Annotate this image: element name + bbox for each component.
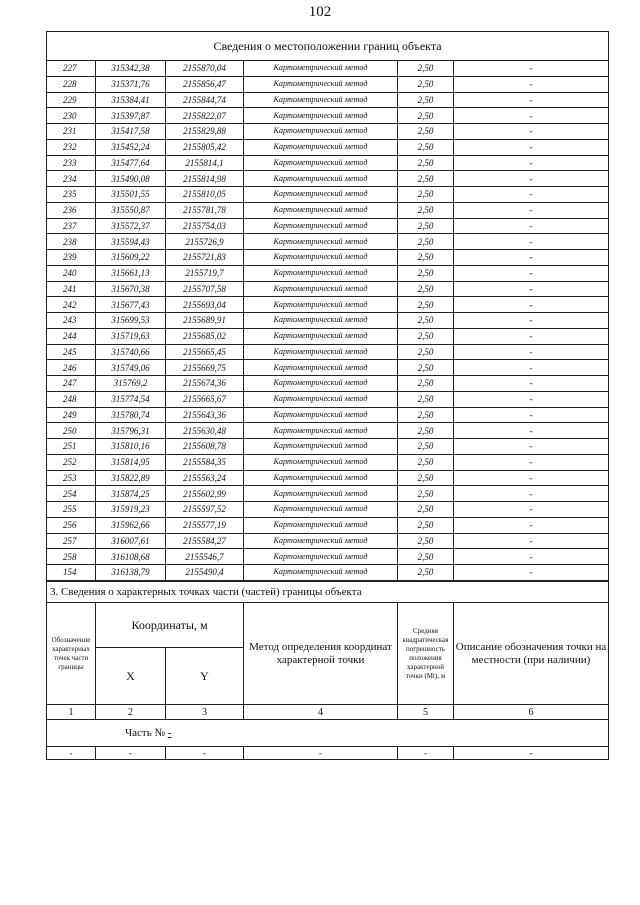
coordinate-y: 2155810,05 [166,187,244,203]
point-number: 237 [47,218,96,234]
table-row [47,313,609,329]
accuracy-cell: 2,50 [398,108,454,124]
method-cell: Картометрический метод [244,187,398,203]
method-cell: Картометрический метод [244,439,398,455]
point-number: 248 [47,391,96,407]
accuracy-cell: 2,50 [398,533,454,549]
coordinate-y: 2155546,7 [166,549,244,565]
point-number: 227 [47,61,96,77]
header-x: X [96,648,166,705]
coordinate-y: 2155685,02 [166,328,244,344]
coordinate-x: 315874,25 [96,486,166,502]
table-row [47,454,609,470]
dash-cell: - [166,747,244,760]
table-row [47,234,609,250]
accuracy-cell: 2,50 [398,265,454,281]
coordinate-x: 315661,13 [96,265,166,281]
point-number: 247 [47,376,96,392]
method-cell: Картометрический метод [244,202,398,218]
column-number: 5 [398,705,454,720]
table-row [47,171,609,187]
page-number: 102 [308,4,332,20]
method-cell: Картометрический метод [244,76,398,92]
method-cell: Картометрический метод [244,470,398,486]
point-number: 238 [47,234,96,250]
coordinate-x: 315670,38 [96,281,166,297]
column-number: 3 [166,705,244,720]
description-cell: - [454,313,609,329]
accuracy-cell: 2,50 [398,202,454,218]
method-cell: Картометрический метод [244,297,398,313]
table-row [47,202,609,218]
coordinate-x: 315774,54 [96,391,166,407]
point-number: 230 [47,108,96,124]
method-cell: Картометрический метод [244,265,398,281]
coordinate-x: 315919,23 [96,502,166,518]
coordinate-x: 315749,06 [96,360,166,376]
coordinate-x: 315397,87 [96,108,166,124]
description-cell: - [454,171,609,187]
description-cell: - [454,61,609,77]
table-row [47,297,609,313]
point-number: 252 [47,454,96,470]
coordinate-x: 315371,76 [96,76,166,92]
coordinate-x: 315740,66 [96,344,166,360]
coordinate-y: 2155563,24 [166,470,244,486]
point-number: 245 [47,344,96,360]
accuracy-cell: 2,50 [398,92,454,108]
table-row [47,565,609,581]
description-cell: - [454,565,609,581]
coordinate-x: 315699,53 [96,313,166,329]
coordinate-y: 2155754,03 [166,218,244,234]
coordinate-y: 2155719,7 [166,265,244,281]
table-row [47,250,609,266]
part-label: Часть № [125,727,168,739]
description-cell: - [454,549,609,565]
table-row [47,61,609,77]
accuracy-cell: 2,50 [398,423,454,439]
coordinate-x: 315962,66 [96,517,166,533]
description-cell: - [454,250,609,266]
description-cell: - [454,202,609,218]
coordinate-y: 2155490,4 [166,565,244,581]
method-cell: Картометрический метод [244,92,398,108]
method-cell: Картометрический метод [244,250,398,266]
dash-cell: - [454,747,609,760]
table-row [47,439,609,455]
dash-cell: - [47,747,96,760]
accuracy-cell: 2,50 [398,376,454,392]
description-cell: - [454,265,609,281]
accuracy-cell: 2,50 [398,502,454,518]
accuracy-cell: 2,50 [398,328,454,344]
description-cell: - [454,454,609,470]
accuracy-cell: 2,50 [398,549,454,565]
coordinate-y: 2155781,78 [166,202,244,218]
column-number: 2 [96,705,166,720]
point-number: 234 [47,171,96,187]
description-cell: - [454,391,609,407]
point-number: 244 [47,328,96,344]
description-cell: - [454,328,609,344]
coordinate-x: 315490,08 [96,171,166,187]
accuracy-cell: 2,50 [398,234,454,250]
method-cell: Картометрический метод [244,344,398,360]
point-number: 243 [47,313,96,329]
coordinate-y: 2155721,83 [166,250,244,266]
coordinate-y: 2155693,04 [166,297,244,313]
coordinate-x: 316138,79 [96,565,166,581]
method-cell: Картометрический метод [244,517,398,533]
point-number: 233 [47,155,96,171]
table-row [47,187,609,203]
table-row [47,391,609,407]
table-row [47,108,609,124]
point-number: 236 [47,202,96,218]
coordinate-y: 2155726,9 [166,234,244,250]
coordinate-y: 2155822,07 [166,108,244,124]
table-row [47,281,609,297]
coordinate-y: 2155856,47 [166,76,244,92]
point-number: 257 [47,533,96,549]
coordinate-y: 2155669,75 [166,360,244,376]
description-cell: - [454,218,609,234]
accuracy-cell: 2,50 [398,61,454,77]
method-cell: Картометрический метод [244,454,398,470]
table-row [47,407,609,423]
description-cell: - [454,376,609,392]
accuracy-cell: 2,50 [398,391,454,407]
dash-cell: - [398,747,454,760]
method-cell: Картометрический метод [244,171,398,187]
part-row [47,720,609,747]
description-cell: - [454,423,609,439]
method-cell: Картометрический метод [244,234,398,250]
column-number: 4 [244,705,398,720]
table-row [47,92,609,108]
coordinate-y: 2155689,91 [166,313,244,329]
coordinate-y: 2155844,74 [166,92,244,108]
table-row [47,155,609,171]
coordinate-x: 316007,61 [96,533,166,549]
accuracy-cell: 2,50 [398,407,454,423]
description-cell: - [454,344,609,360]
method-cell: Картометрический метод [244,565,398,581]
accuracy-cell: 2,50 [398,281,454,297]
point-number: 235 [47,187,96,203]
coordinate-x: 315780,74 [96,407,166,423]
header-description: Описание обозначения точки на местности (при наличии) [454,603,609,705]
coordinate-x: 315572,37 [96,218,166,234]
point-number: 251 [47,439,96,455]
description-cell: - [454,139,609,155]
coordinate-y: 2155829,88 [166,124,244,140]
method-cell: Картометрический метод [244,486,398,502]
coordinate-y: 2155584,27 [166,533,244,549]
accuracy-cell: 2,50 [398,486,454,502]
accuracy-cell: 2,50 [398,171,454,187]
table-row [47,549,609,565]
method-cell: Картометрический метод [244,549,398,565]
method-cell: Картометрический метод [244,139,398,155]
accuracy-cell: 2,50 [398,470,454,486]
accuracy-cell: 2,50 [398,565,454,581]
table-row [47,423,609,439]
point-number: 242 [47,297,96,313]
coordinate-x: 315677,43 [96,297,166,313]
coordinate-y: 2155584,35 [166,454,244,470]
description-cell: - [454,470,609,486]
description-cell: - [454,439,609,455]
table-row [47,139,609,155]
accuracy-cell: 2,50 [398,124,454,140]
accuracy-cell: 2,50 [398,297,454,313]
description-cell: - [454,517,609,533]
coordinate-x: 315769,2 [96,376,166,392]
header-method: Метод определения координат характерной точки [244,603,398,705]
method-cell: Картометрический метод [244,502,398,518]
table-row [47,502,609,518]
header-designation: Обозначение характерных точек части границы [47,603,96,705]
accuracy-cell: 2,50 [398,454,454,470]
description-cell: - [454,234,609,250]
table-title: Сведения о местоположении границ объекта [47,32,609,61]
accuracy-cell: 2,50 [398,155,454,171]
point-number: 228 [47,76,96,92]
coordinate-y: 2155707,58 [166,281,244,297]
coordinate-x: 315814,95 [96,454,166,470]
point-number: 258 [47,549,96,565]
coordinate-x: 315822,89 [96,470,166,486]
point-number: 232 [47,139,96,155]
coordinate-y: 2155665,67 [166,391,244,407]
table-row [47,376,609,392]
coordinate-x: 315550,87 [96,202,166,218]
accuracy-cell: 2,50 [398,360,454,376]
dash-cell: - [96,747,166,760]
table-row [47,470,609,486]
description-cell: - [454,92,609,108]
table-row [47,360,609,376]
coordinate-x: 315477,64 [96,155,166,171]
column-number: 1 [47,705,96,720]
description-cell: - [454,281,609,297]
method-cell: Картометрический метод [244,108,398,124]
coordinate-x: 315384,41 [96,92,166,108]
method-cell: Картометрический метод [244,391,398,407]
accuracy-cell: 2,50 [398,439,454,455]
method-cell: Картометрический метод [244,376,398,392]
coordinate-y: 2155814,1 [166,155,244,171]
coordinate-y: 2155608,78 [166,439,244,455]
coordinate-x: 315452,24 [96,139,166,155]
point-number: 253 [47,470,96,486]
accuracy-cell: 2,50 [398,139,454,155]
description-cell: - [454,502,609,518]
description-cell: - [454,124,609,140]
method-cell: Картометрический метод [244,328,398,344]
table-row [47,76,609,92]
accuracy-cell: 2,50 [398,218,454,234]
accuracy-cell: 2,50 [398,187,454,203]
point-number: 256 [47,517,96,533]
method-cell: Картометрический метод [244,533,398,549]
point-number: 249 [47,407,96,423]
point-number: 229 [47,92,96,108]
description-cell: - [454,76,609,92]
table-row [47,265,609,281]
method-cell: Картометрический метод [244,61,398,77]
accuracy-cell: 2,50 [398,250,454,266]
coordinate-x: 315342,38 [96,61,166,77]
accuracy-cell: 2,50 [398,313,454,329]
column-number: 6 [454,705,609,720]
coordinate-y: 2155577,19 [166,517,244,533]
point-number: 240 [47,265,96,281]
coordinate-y: 2155643,36 [166,407,244,423]
table-row [47,218,609,234]
point-number: 246 [47,360,96,376]
description-cell: - [454,187,609,203]
method-cell: Картометрический метод [244,423,398,439]
method-cell: Картометрический метод [244,124,398,140]
coordinate-x: 315719,63 [96,328,166,344]
accuracy-cell: 2,50 [398,76,454,92]
boundary-coordinates-table [46,31,609,581]
table-row [47,328,609,344]
coordinate-y: 2155805,42 [166,139,244,155]
table-row [47,533,609,549]
coordinate-x: 315810,16 [96,439,166,455]
table-row [47,517,609,533]
coordinate-y: 2155665,45 [166,344,244,360]
description-cell: - [454,297,609,313]
table-row [47,486,609,502]
description-cell: - [454,108,609,124]
point-number: 250 [47,423,96,439]
point-number: 241 [47,281,96,297]
point-number: 255 [47,502,96,518]
coordinate-x: 315796,31 [96,423,166,439]
part-value: - [167,727,172,739]
part-points-table [46,581,609,760]
method-cell: Картометрический метод [244,360,398,376]
description-cell: - [454,155,609,171]
coordinate-x: 315417,58 [96,124,166,140]
point-number: 154 [47,565,96,581]
accuracy-cell: 2,50 [398,517,454,533]
method-cell: Картометрический метод [244,155,398,171]
coordinate-y: 2155674,36 [166,376,244,392]
header-accuracy: Средняя квадратическая погрешность положения характерной точки (Mt), м [398,603,454,705]
method-cell: Картометрический метод [244,218,398,234]
coordinate-y: 2155597,52 [166,502,244,518]
section-title: 3. Сведения о характерных точках части (частей) границы объекта [47,582,609,603]
table-row [47,344,609,360]
point-number: 254 [47,486,96,502]
coordinate-x: 315594,43 [96,234,166,250]
header-y: Y [166,648,244,705]
coordinate-y: 2155602,99 [166,486,244,502]
point-number: 231 [47,124,96,140]
description-cell: - [454,360,609,376]
coordinate-y: 2155814,98 [166,171,244,187]
header-coordinates: Координаты, м [96,603,244,648]
accuracy-cell: 2,50 [398,344,454,360]
coordinate-x: 315609,22 [96,250,166,266]
coordinate-y: 2155630,48 [166,423,244,439]
description-cell: - [454,407,609,423]
table-row [47,124,609,140]
description-cell: - [454,533,609,549]
dash-cell: - [244,747,398,760]
description-cell: - [454,486,609,502]
method-cell: Картометрический метод [244,407,398,423]
method-cell: Картометрический метод [244,313,398,329]
coordinate-y: 2155870,04 [166,61,244,77]
point-number: 239 [47,250,96,266]
method-cell: Картометрический метод [244,281,398,297]
coordinate-x: 315501,55 [96,187,166,203]
coordinate-x: 316108,68 [96,549,166,565]
